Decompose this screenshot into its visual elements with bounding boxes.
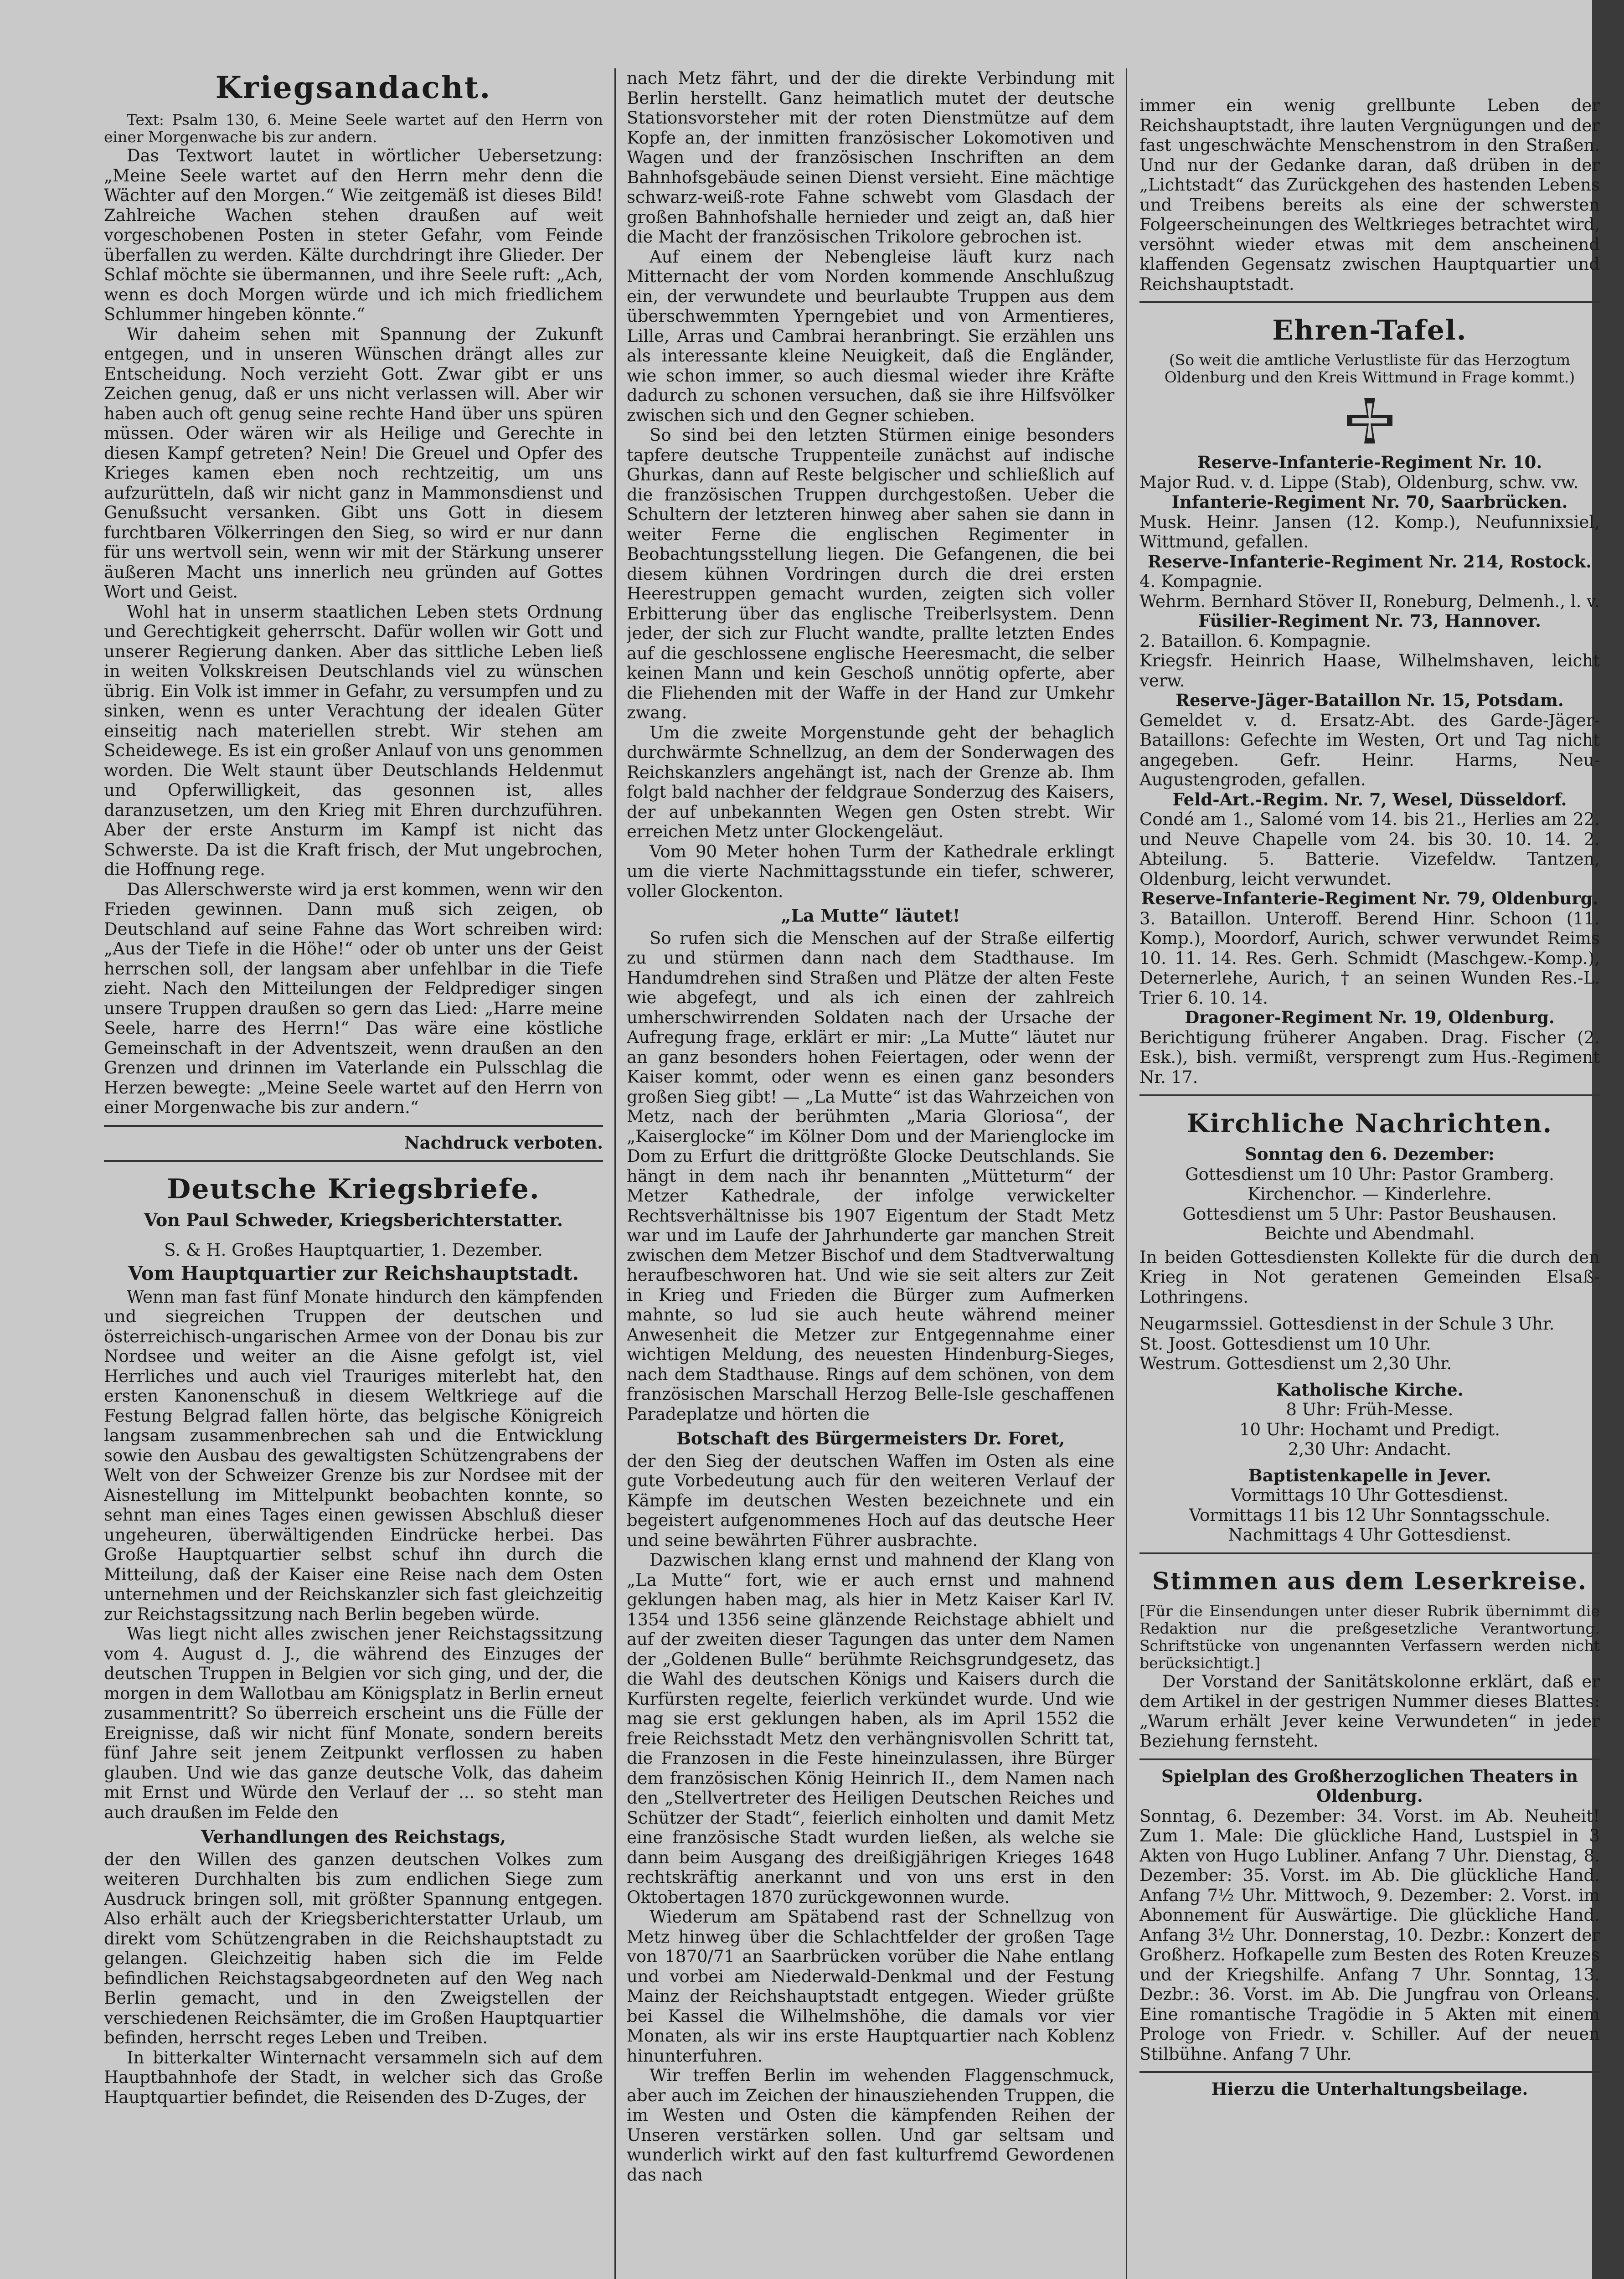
regiment-heading: Infanterie-Regiment Nr. 70, Saarbrücken.	[1171, 492, 1568, 512]
paragraph: Wenn man fast fünf Monate hindurch den kämpfenden und siegreichen Truppen der deutschen und österreichisch-ungarischen Armee von der Donau bis zur Nordsee und weiter an die Aisne gefolgt ist, viel Herrliches und auch viel Trauriges miterlebt hat, den ersten Kanonenschuß in diesem Weltkriege auf die Festung Belgrad fallen hörte, das belgische Königreich langsam zusammenbrechen sah und die Entwicklung sowie den Ausbau des gewaltigsten Schützengrabens der Welt von der Schweizer Grenze bis zur Nordsee mit der Aisnestellung im Mittelpunkt beobachten konnte, so sehnt man eines Tages einen gewissen Abschluß dieser ungeheuren, überwältigenden Eindrücke herbei. Das Große Hauptquartier selbst schuf ihn durch die Mitteilung, daß der Kaiser eine Reise nach dem Osten unternehmen und der Reichskanzler sich fast gleichzeitig zur Reichstagssitzung nach Berlin begeben würde.	[104, 1287, 603, 1624]
paragraph: immer ein wenig grellbunte Leben der Reichshauptstadt, ihre lauten Vergnügungen und der fast ungeschwächte Menschenstrom in den Straßen. Und nur der Gedanke daran, daß drüben in der „Lichtstadt“ das Zurückgehen des hastenden Lebens und Treibens bereits als eine der schwersten Folgeerscheinungen des Weltkrieges betrachtet wird, versöhnt wieder etwas mit dem anscheinend klaffenden Gegensatz zwischen Hauptquartier und Reichshauptstadt.	[1139, 96, 1600, 294]
paragraph: Dazwischen klang ernst und mahnend der Klang von „La Mutte“ fort, wie er auch ernst und mahnend geklungen haben mag, als hier in Metz Kaiser Karl IV. 1354 und 1356 seine glänzende Reichstage abhielt und auf der zweiten dieser Tagungen das unter dem Namen der „Goldenen Bulle“ berühmte Reichsgrundgesetz, das die Wahl des deutschen Königs und Kaisers durch die Kurfürsten regelte, feierlich verkündet wurde. Und wie mag sie erst geklungen haben, als im April 1552 die freie Reichsstadt Metz den verhängnisvollen Schritt tat, die Franzosen in die Feste hineinzulassen, ihre Bürger dem französischen König Heinrich II., dem Namen nach den „Stellvertreter des Heiligen Deutschen Reiches und Schützer der Stadt“, feierlich einholten und damit Metz eine französische Stadt wurden ließen, als welche sie dann beim Ausgang des dreißigjährigen Krieges 1648 rechtskräftig anerkannt und von uns erst in den Oktobertagen 1870 zurückgewonnen wurde.	[627, 1550, 1114, 1907]
paragraph: So rufen sich die Menschen auf der Straße eilfertig zu und stürmen dann nach dem Stadthause. Im Handumdrehen sind Straßen und Plätze der alten Feste wie abgefegt, und als ich einen der zahlreich umherschwirrenden Soldaten nach der Ursache der Aufregung frage, erklärt er mir: „La Mutte“ läutet nur an ganz besonders hohen Feiertagen, oder wenn der Kaiser kommt, oder wenn es einen ganz besonders großen Sieg gibt! — „La Mutte“ ist das Wahrzeichen von Metz, nach der berühmten „Maria Gloriosa“, der „Kaiserglocke“ im Kölner Dom und der Marienglocke im Dom zu Erfurt die drittgrößte Glocke Deutschlands. Sie hängt in dem nach ihr benannten „Mütteturm“ der Metzer Kathedrale, der infolge verwickelter Rechtsverhältnisse bis 1907 Eigentum der Stadt Metz war und im Laufe der Jahrhunderte gar manchen Streit zwischen dem Metzer Bischof und dem Stadtverwaltung heraufbeschworen hat. Und wie sie seit alters zur Zeit in Krieg und Frieden die Bürger zum Aufmerken mahnte, so lud sie auch heute während meiner Anwesenheit die Metzer zur Entgegennahme einer wichtigen Meldung, des neuesten Hindenburg-Sieges, nach dem Stadthause. Rings auf dem schönen, von dem französischen Marschall Herzog Belle-Isle geschaffenen Paradeplatze und hörten die	[627, 928, 1114, 1424]
supplement-note: Hierzu die Unterhaltungsbeilage.	[1211, 2079, 1528, 2099]
casualty-entry: Berichtigung früherer Angaben. Drag. Fischer (2. Esk.), bish. vermißt, versprengt zum Hus.-Regiment Nr. 17.	[1139, 1027, 1600, 1087]
casualty-entry: Gemeldet v. d. Ersatz-Abt. des Garde-Jäger-Bataillons: Gefechte im Westen, Ort und Tag nicht angegeben. Gefr. Heinr. Harms, Neu-Augustengroden, gefallen.	[1139, 710, 1600, 789]
baptist-heading: Baptistenkapelle in Jever.	[1248, 1465, 1491, 1485]
divider	[104, 1125, 603, 1127]
church-line: Gottesdienst um 5 Uhr: Pastor Beushausen.	[1182, 1204, 1557, 1224]
divider	[104, 1160, 603, 1162]
casualty-entry: Kriegsfr. Heinrich Haase, Wilhelmshaven, leicht verw.	[1139, 651, 1600, 691]
column-rule	[1126, 68, 1127, 2279]
column-1	[104, 68, 603, 2279]
divider	[1139, 1094, 1600, 1096]
church-line: Kirchenchor. — Kinderlehre.	[1248, 1184, 1492, 1204]
theater-title: Spielplan des Großherzoglichen Theaters in Oldenburg.	[1161, 1766, 1578, 1806]
divider	[1139, 1552, 1600, 1554]
casualty-entry: Condé am 1., Salomé vom 14. bis 21., Herlies am 22. und Neuve Chapelle vom 24. bis 30. 10. 14. 2. Abteilung. 5. Batterie. Vizefeldw. Tantzen, Oldenburg, leicht verwundet.	[1139, 810, 1600, 889]
casualty-entry: Musk. Heinr. Jansen (12. Komp.), Neufunnixsiel, Wittmund, gefallen.	[1139, 512, 1600, 552]
byline: Von Paul Schweder, Kriegsberichterstatter.	[144, 1210, 563, 1230]
paragraph: Das Textwort lautet in wörtlicher Uebersetzung: „Meine Seele wartet auf den Herrn mehr denn die Wächter auf den Morgen.“ Wie zeitgemäß ist dieses Bild! Zahlreiche Wachen stehen draußen auf weit vorgeschobenen Posten in steter Gefahr, vom Feinde überfallen zu werden. Kälte durchdringt ihre Glieder. Der Schlaf möchte sie übermannen, und ihre Seele ruft: „Ach, wenn es doch Morgen würde und ich mich friedlichem Schlummer hingeben könnte.“	[104, 146, 603, 324]
honor-roll-intro: (So weit die amtliche Verlustliste für das Herzogtum Oldenburg und den Kreis Wittmund in Frage kommt.)	[1164, 351, 1575, 386]
text-reference: Text: Psalm 130, 6. Meine Seele wartet auf den Herrn von einer Morgenwache bis zur andern.	[104, 111, 603, 146]
dateline: S. & H. Großes Hauptquartier, 1. Dezember.	[164, 1240, 543, 1260]
casualty-entry: 2. Bataillon. 6. Kompagnie.	[1139, 631, 1371, 651]
column-2	[627, 68, 1114, 2279]
paragraph: Das Allerschwerste wird ja erst kommen, wenn wir den Frieden gewinnen. Dann muß sich zeigen, ob Deutschland auf seine Fahne das Wort schreiben wird: „Aus der Tiefe in die Höhe!“ oder ob unter uns der Geist herrschen soll, der langsam aber unfehlbar in die Tiefe zieht. Nach den Mitteilungen der Feldprediger singen unsere Truppen draußen so gern das Lied: „Harre meine Seele, harre des Herrn!“ Das wäre eine köstliche Gemeinschaft in der Adventszeit, wenn draußen an den Grenzen und drinnen im Vaterlande ein Pulsschlag die Herzen bewegte: „Meine Seele wartet auf den Herrn von einer Morgenwache bis zur andern.“	[104, 879, 603, 1117]
iron-cross-icon	[1342, 393, 1397, 448]
subtitle: Vom Hauptquartier zur Reichshauptstadt.	[128, 1262, 579, 1284]
paragraph: Was liegt nicht alles zwischen jener Reichstagssitzung vom 4. August d. J., die während des Einzuges der deutschen Truppen in Belgien vor sich ging, und der, die morgen in dem Wallotbau am Königsplatz in Berlin erneut zusammentritt? So überreich erscheint uns die Fülle der Ereignisse, daß wir nicht fünf Monate, sondern bereits fünf Jahre seit jenem Zeitpunkt verflossen zu haben glauben. Und wie das ganze deutsche Volk, das daheim mit Ernst und Würde den Verlauf der ... so steht man auch draußen im Felde den	[104, 1624, 603, 1822]
readers-text: Der Vorstand der Sanitätskolonne erklärt, daß er dem Artikel in der gestrigen Nummer dieses Blattes: „Warum erhält Jever keine Verwundeten“ in jeder Beziehung fernsteht.	[1139, 1671, 1600, 1751]
regiment-heading: Füsilier-Regiment Nr. 73, Hannover.	[1198, 611, 1542, 631]
midheading: Botschaft des Bürgermeisters Dr. Foret,	[676, 1428, 1065, 1449]
paragraph: Wohl hat in unserm staatlichen Leben stets Ordnung und Gerechtigkeit geherrscht. Dafür wollen wir Gott und unserer Regierung danken. Aber das sittliche Leben ließ in weiten Volkskreisen Deutschlands viel zu wünschen übrig. Ein Volk ist immer in Gefahr, zu versumpfen und zu sinken, wenn es unter Verachtung der idealen Güter einseitig nach materiellen strebt. Wir stehen am Scheidewege. Es ist ein großer Anlauf von uns genommen worden. Die Welt staunt über Deutschlands Heldenmut und Opferwilligkeit, das gesonnen ist, alles daranzusetzen, um den Krieg mit Ehren durchzuführen. Aber der erste Ansturm im Kampf ist nicht das Schwerste. Da ist die Kraft frisch, der Mut ungebrochen, die Hoffnung rege.	[104, 602, 603, 879]
divider	[1139, 2071, 1600, 2073]
catholic-line: 8 Uhr: Früh-Messe.	[1286, 1400, 1454, 1419]
church-line: Beichte und Abendmahl.	[1264, 1224, 1475, 1243]
casualty-entry: 4. Kompagnie.	[1139, 572, 1263, 591]
paragraph: Wir daheim sehen mit Spannung der Zukunft entgegen, und in unseren Wünschen drängt alles zur Entscheidung. Noch verzieht Gott. Zwar gibt er uns Zeichen genug, daß er uns nicht verlassen will. Aber wir haben auch oft genug seine rechte Hand über uns spüren müssen. Oder wären wir als Heilige und Gerechte in diesen Kampf getreten? Nein! Die Greuel und Opfer des Krieges kamen eben noch rechtzeitig, um uns aufzurütteln, daß wir nicht ganz in Mammonsdienst und Genußsucht versanken. Gibt uns Gott in diesem furchtbaren Völkerringen den Sieg, so wird er nur dann für uns wertvoll sein, wenn wir mit der Stärkung unserer äußeren Macht uns innerlich neu gründen auf Gottes Wort und Geist.	[104, 324, 603, 602]
baptist-line: Nachmittags 4 Uhr Gottesdienst.	[1228, 1525, 1511, 1545]
midheading: „La Mutte“ läutet!	[781, 905, 960, 926]
casualty-entry: 3. Bataillon. Unteroff. Berend Hinr. Schoon (11. Komp.), Moordorf, Aurich, schwer verwundet Reims 10. 11. 14. Res. Gerh. Schmidt (Maschgew.-Komp.), Deternerlehe, Aurich, † an seinen Wunden Res.-L. Trier 6. 10. 14.	[1139, 908, 1600, 1008]
collection-note: In beiden Gottesdiensten Kollekte für die durch den Krieg in Not geratenen Gemeinden Elsaß-Lothringens.	[1139, 1247, 1600, 1307]
regiment-heading: Reserve-Infanterie-Regiment Nr. 214, Rostock.	[1147, 551, 1592, 572]
casualty-entry: Major Rud. v. d. Lippe (Stab), Oldenburg, schw. vw.	[1139, 472, 1579, 492]
divider	[1139, 301, 1600, 303]
service-place: St. Joost. Gottesdienst um 10 Uhr.	[1139, 1334, 1431, 1354]
paragraph: In bitterkalter Winternacht versammeln sich auf dem Hauptbahnhofe der Stadt, in welcher sich das Große Hauptquartier befindet, die Reisenden des D-Zuges, der	[104, 2047, 603, 2107]
regiment-heading: Feld-Art.-Regim. Nr. 7, Wesel, Düsseldorf.	[1172, 789, 1567, 810]
readers-note: [Für die Einsendungen unter dieser Rubrik übernimmt die Redaktion nur die preßgesetzliche Verantwortung. Schriftstücke von ungenannten Verfassern werden nicht berücksichtigt.]	[1139, 1602, 1600, 1672]
casualty-entry: Wehrm. Bernhard Stöver II, Roneburg, Delmenh., l. v.	[1139, 591, 1600, 611]
regiment-heading: Reserve-Jäger-Bataillon Nr. 15, Potsdam.	[1175, 690, 1564, 710]
paragraph: nach Metz fährt, und der die direkte Verbindung mit Berlin herstellt. Ganz heimatlich mutet der deutsche Stationsvorsteher mit der roten Dienstmütze auf dem Kopfe an, der inmitten französischer Lokomotiven und Wagen und der französischen Inschriften an dem Bahnhofsgebäude seinen Dienst versieht. Eine mächtige schwarz-weiß-rote Fahne schwebt vom Glasdach der großen Bahnhofshalle hernieder und zeigt an, daß hier die Macht der französischen Trikolore gebrochen ist.	[627, 68, 1114, 247]
divider	[1139, 1758, 1600, 1760]
baptist-line: Vormittags 11 bis 12 Uhr Sonntagsschule.	[1189, 1505, 1551, 1525]
honor-roll-entries	[1139, 453, 1600, 1087]
column-rule	[614, 68, 616, 2279]
service-place: Neugarmssiel. Gottesdienst in der Schule 3 Uhr.	[1139, 1314, 1555, 1334]
readers-title: Stimmen aus dem Leserkreise.	[1152, 1567, 1587, 1595]
paragraph: Vom 90 Meter hohen Turm der Kathedrale erklingt um die vierte Nachmittagsstunde ein tiefer, schwerer, voller Glockenton.	[627, 841, 1114, 901]
sunday-heading: Sonntag den 6. Dezember:	[1245, 1144, 1495, 1164]
service-place: Westrum. Gottesdienst um 2,30 Uhr.	[1139, 1354, 1452, 1373]
paragraph: Wir treffen Berlin im wehenden Flaggenschmuck, aber auch im Zeichen der hinausziehenden Truppen, die im Westen und Osten die kämpfenden Reihen der Unseren verstärken sollen. Und gar seltsam und wunderlich wirkt auf den fast kulturfremd Gewordenen das nach	[627, 2066, 1114, 2185]
midheading: Verhandlungen des Reichstags,	[201, 1826, 506, 1847]
paragraph: Um die zweite Morgenstunde geht der behaglich durchwärmte Schnellzug, an dem der Sonderwagen des Reichskanzlers angehängt ist, nach der Grenze ab. Ihm folgt bald nachher der feldgraue Sonderzug des Kaisers, der auf unbekannten Wegen gen Osten strebt. Wir erreichen Metz unter Glockengeläut.	[627, 722, 1114, 841]
reprint-notice: Nachdruck verboten.	[404, 1132, 603, 1153]
regiment-heading: Dragoner-Regiment Nr. 19, Oldenburg.	[1185, 1007, 1555, 1027]
regiment-heading: Reserve-Infanterie-Regiment Nr. 79, Oldenburg.	[1141, 888, 1598, 908]
paragraph: Wiederum am Spätabend rast der Schnellzug von Metz hinweg über die Schlachtfelder der großen Tage von 1870/71 an Saarbrücken vorüber die Nahe entlang und vorbei am Niederwald-Denkmal und der Festung Mainz der Reichshauptstadt entgegen. Wieder grüßte bei Kassel die Wilhelmshöhe, die damals vor vier Monaten, als wir ins erste Hauptquartier nach Koblenz hinunterfuhren.	[627, 1907, 1114, 2066]
theater-schedule: Sonntag, 6. Dezember: 34. Vorst. im Ab. Neuheit! Zum 1. Male: Die glückliche Hand, Lustspiel in 3 Akten von Hugo Lubliner. Anfang 7 Uhr. Dienstag, 8. Dezember: 35. Vorst. im Ab. Die glückliche Hand. Anfang 7½ Uhr. Mittwoch, 9. Dezember: 2. Vorst. im Abonnement für Auswärtige. Die glückliche Hand. Anfang 3½ Uhr. Donnerstag, 10. Dezbr.: Konzert der Großherz. Hofkapelle zum Besten des Roten Kreuzes und der Kriegshilfe. Anfang 7 Uhr. Sonntag, 13. Dezbr.: 36. Vorst. im Ab. Die Jungfrau von Orleans. Eine romantische Tragödie in 5 Akten mit einem Prologe von Friedr. v. Schiller. Auf der neuen Stilbühne. Anfang 7 Uhr.	[1139, 1806, 1600, 2064]
paragraph: So sind bei den letzten Stürmen einige besonders tapfere deutsche Truppenteile zunächst auf indische Ghurkas, dann auf Reste belgischer und schließlich auf die französischen Truppen durchgestoßen. Ueber die Schultern der letzteren hinweg aber sahen sie dann in weiter Ferne die englischen Regimenter in Beobachtungsstellung liegen. Die Gefangenen, die bei diesem kühnen Vordringen durch die drei ersten Heerestruppen gemacht wurden, zeigten sich voller Erbitterung über das englische Treiberlsystem. Denn jeder, der sich zur Flucht wandte, prallte letzten Endes auf die geschlossene englische Heeresmacht, die selber keinen Mann und kein Geschoß unnötig opferte, aber die Fliehenden mit der Waffe in der Hand zur Umkehr zwang.	[627, 425, 1114, 722]
catholic-line: 10 Uhr: Hochamt und Predigt.	[1239, 1419, 1500, 1439]
paragraph: Auf einem der Nebengleise läuft kurz nach Mitternacht der vom Norden kommende Anschlußzug ein, der verwundete und beurlaubte Truppen aus dem überschwemmten Yperngebiet und von Armentieres, Lille, Arras und Cambrai heranbringt. Sie erzählen uns als interessante kleine Neuigkeit, daß die Engländer, wie schon immer, so auch diesmal wieder ihre Kräfte dadurch zu schonen versuchen, daß sie ihre Hilfsvölker zwischen sich und den Gegner schieben.	[627, 247, 1114, 425]
article-title-kriegsbriefe: Deutsche Kriegsbriefe.	[167, 1173, 540, 1205]
baptist-line: Vormittags 10 Uhr Gottesdienst.	[1231, 1485, 1509, 1505]
church-news-title: Kirchliche Nachrichten.	[1186, 1109, 1553, 1139]
catholic-line: 2,30 Uhr: Andacht.	[1288, 1439, 1452, 1459]
paragraph: der den Willen des ganzen deutschen Volkes zum weiteren Durchhalten bis zum endlichen Siege zum Ausdruck bringen soll, mit größter Spannung entgegen. Also erhält auch der Kriegsberichterstatter Urlaub, um direkt vom Schützengraben in die Reichshauptstadt zu gelangen. Gleichzeitig haben sich die im Felde befindlichen Reichstagsabgeordneten auf den Weg nach Berlin gemacht, und in den Zweigstellen der verschiedenen Reichsämter, die im Großen Hauptquartier befinden, herrscht reges Leben und Treiben.	[104, 1849, 603, 2047]
article-title-kriegsandacht: Kriegsandacht.	[215, 70, 492, 105]
honor-roll-title: Ehren-Tafel.	[1272, 315, 1467, 346]
regiment-heading: Reserve-Infanterie-Regiment Nr. 10.	[1197, 452, 1542, 472]
paragraph: der den Sieg der deutschen Waffen im Osten als eine gute Vorbedeutung auch für den weiteren Verlauf der Kämpfe im deutschen Westen bezeichnete und ein begeistert aufgenommenes Hoch auf das deutsche Heer und seine bewährten Führer ausbrachte.	[627, 1451, 1114, 1550]
church-line: Gottesdienst um 10 Uhr: Pastor Gramberg.	[1185, 1164, 1554, 1184]
catholic-heading: Katholische Kirche.	[1276, 1379, 1464, 1400]
column-3	[1139, 96, 1600, 2279]
